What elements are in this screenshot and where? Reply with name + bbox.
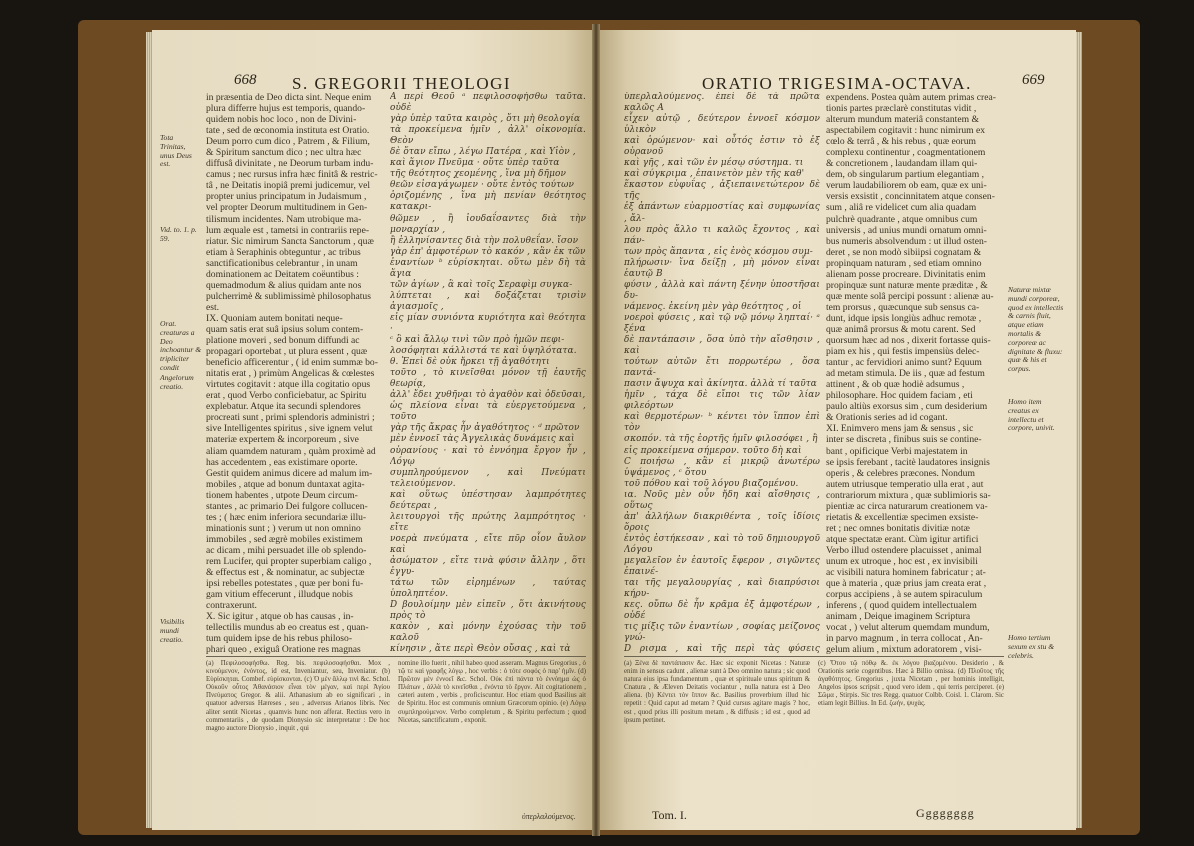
- text-line: tionis partes præclarè constitutas vidit ,: [826, 103, 977, 115]
- margin-note-creation: Orat. creaturas a Deo inchoantur & tripliciter condit: [160, 319, 202, 372]
- text-line: camus ; nec rursus infra hæc finitâ & restric-: [206, 169, 378, 181]
- text-line: θ. Ἐπεὶ δὲ οὐκ ἤρκει τῇ ἀγαθότητι: [390, 357, 550, 368]
- text-line: καὶ οὕτως ὑπέστησαν λαμπρότητες δεύτεραι ,: [390, 489, 586, 511]
- text-line: τις μίξις τῶν ἐναντίων , σοφίας μείζονος γνώ-: [624, 622, 820, 644]
- text-line: inferens , ( quod quidem intellectualem: [826, 600, 977, 612]
- left-footnote-rule: [206, 656, 586, 657]
- text-line: λοσόφηται κάλλιστά τε καὶ ὑψηλότατα.: [390, 346, 577, 357]
- margin-note-ref: Vid. to. 1. p. 59.: [160, 225, 197, 243]
- text-line: γὰρ ὑπὲρ ταῦτα καιρὸς , ὅτι μὴ θεολογία: [390, 114, 581, 125]
- right-running-head: ORATIO TRIGESIMA-OCTAVA.: [702, 74, 972, 93]
- text-line: ἀσώματον , εἴτε τινὰ φύσιν ἄλλην , ὅτι ἐγγυ-: [390, 555, 586, 578]
- text-line: sum , aliâ re videlicet cum alia quadam: [826, 202, 977, 214]
- text-line: se ipsis ferebant , tacitè laudatores insignis: [826, 456, 990, 468]
- text-line: καὶ ἅγιον Πνεῦμα · οὔτε ὑπὲρ ταῦτα: [390, 158, 560, 169]
- left-page: [152, 30, 595, 830]
- text-line: τοῦ πόθου καὶ τοῦ λόγου βιαζομένου.: [624, 478, 799, 489]
- text-line: phari queo , exiguâ Oratione res magnas: [206, 644, 361, 654]
- text-line: attinent , & ob quæ hodiè adsumus ,: [826, 379, 965, 391]
- text-line: XI. Enimvero mens jam & sensus , sic: [826, 423, 974, 435]
- margin-note-man-2: Homo tertium sexum ex stu & celebris.: [1008, 633, 1055, 660]
- text-line: unum ex utroque , hoc est , ex invisibili: [826, 555, 978, 567]
- left-running-head: S. GREGORII THEOLOGI: [292, 74, 512, 93]
- text-line: materiæ expertem & incorporeum , sive: [206, 434, 359, 446]
- text-line: alterum mundum materiâ constantem &: [826, 114, 979, 126]
- text-line: quorsum hæc ad nos , dixerit fortasse quis-: [826, 335, 991, 347]
- text-line: que à materia , quæ prius jam creata erat ,: [826, 578, 987, 590]
- text-line: νάμενος. ἐκείνη μὲν γὰρ θεότητος , οἱ: [624, 301, 802, 312]
- text-line: λου πρὸς ἄλλο τι καλῶς ἔχοντος , καὶ πάν-: [624, 224, 820, 246]
- text-line: νοεροὶ φύσεις , καὶ τῷ νῷ μόνῳ ληπταί· ᵃ ξένα: [624, 312, 820, 334]
- margin-note-man: Homo item creatus ex intellectu et corpore, univit.: [1008, 397, 1055, 433]
- text-line: gelum alium , mixtum adoratorem , visi-: [826, 644, 982, 654]
- text-line: τάτω τῶν εἰρημένων , ταύτας ὑποληπτέον.: [390, 578, 586, 600]
- margin-note-angels: Angelorum creatio.: [160, 373, 194, 391]
- text-line: expendens. Postea quàm autem primas crea-: [826, 92, 996, 103]
- text-line: ret ; nec omnes bonitatis divitiæ notæ: [826, 522, 970, 534]
- text-line: nitatis erat , ) primùm Angelicas & cœlestes: [206, 368, 375, 380]
- right-page: [598, 30, 1076, 830]
- text-line: in præsentia de Deo dicta sint. Neque enim: [206, 92, 372, 103]
- text-line: contrariorum mixtura , quæ sublimioris sa-: [826, 489, 991, 501]
- text-line: etiam à Seraphinis obteguntur , ac tribus: [206, 246, 361, 258]
- text-line: propinquæ sunt naturæ mente præditæ , &: [826, 279, 988, 291]
- text-line: dem, ob singularum partium elegantiam ,: [826, 169, 984, 181]
- text-line: rietatis & excellentiæ specimen exsiste-: [826, 511, 979, 523]
- text-line: pulcherrimè & sublimissimè philosophatus: [206, 290, 371, 302]
- text-line: tes ; ( hæc enim inferiora secundariæ illu-: [206, 511, 367, 523]
- text-line: propinquam naturam , sed etiam omnino: [826, 257, 982, 269]
- text-line: propter unius principatum in Judaismum ,: [206, 191, 367, 203]
- text-line: C ποιήσω , κἂν εἰ μικρῷ ἀνωτέρω ὑψάμενος , ᶜ ὅτου: [624, 456, 820, 478]
- text-line: operis , & celebres præcones. Nondum: [826, 467, 975, 479]
- text-line: immobiles , sed ægrè mobiles existimem: [206, 533, 363, 545]
- text-line: procreati sunt , primi splendoris administri ;: [206, 412, 375, 424]
- text-line: est.: [206, 301, 220, 313]
- text-line: δὲ ὅταν εἴπω , λέγω Πατέρα , καὶ Υἱὸν ,: [390, 147, 576, 158]
- text-line: ac dicam , mihi persuadet ille ob splendo-: [206, 544, 367, 556]
- text-line: aspectabilem cogitavit : hunc nimirum ex: [826, 125, 986, 137]
- text-line: explebatur. Atque ita secundi splendores: [206, 401, 361, 413]
- text-line: tantur , ac fervidiori animo sunt? Equum: [826, 357, 982, 369]
- text-line: φύσιν , ἀλλὰ καὶ πάντη ξένην ὑποστῆσαι δυ-: [624, 279, 820, 301]
- left-catchword: ὑπερλαλούμενος.: [522, 812, 576, 821]
- text-line: D βουλοίμην μὲν εἰπεῖν , ὅτι ἀκινήτους πρὸς τὸ: [390, 600, 586, 622]
- text-line: μεγαλεῖον ἐν ἑαυτοῖς ἔφερον , σιγῶντες ἐπαινέ-: [624, 555, 820, 578]
- text-line: συμπληρούμενον , καὶ Πνεύματι τελειούμενον.: [390, 467, 586, 489]
- text-line: καὶ σύγκριμα , ἐπαινετὸν μὲν τῆς καθ': [624, 169, 805, 180]
- text-line: quemadmodum & alius quidam ante nos: [206, 279, 362, 291]
- text-line: virtutes cogitavit : atque illa cogitatio opus: [206, 379, 371, 391]
- text-line: Deum porro cum dico , Patrem , & Filium,: [206, 136, 370, 148]
- text-line: sanctificationibus celebrantur , in unam: [206, 257, 358, 269]
- text-line: κίνησιν , ἅτε περὶ Θεὸν οὔσας , καὶ τὰ: [390, 644, 571, 654]
- text-line: diffusâ divinitate , ne Deorum turbam indu-: [206, 158, 374, 170]
- text-line: bus numeris absolvendum : ut illud osten-: [826, 235, 987, 247]
- text-line: in parvo magnum , in terra collocat , An-: [826, 633, 983, 645]
- text-line: minationis sunt ; ) verum ut non omnino: [206, 522, 361, 534]
- text-line: X. Sic igitur , atque ob has causas , in-: [206, 611, 354, 623]
- text-line: θῶμεν , ἢ ἰουδαΐσαντες διὰ τὴν μοναρχίαν ,: [390, 213, 586, 235]
- text-line: ἐντὸς ἑστήκεσαν , καὶ τὸ τοῦ δημιουργοῦ Λόγου: [624, 533, 820, 555]
- text-line: εἶχεν αὐτῷ , δεύτερον ἐννοεῖ κόσμον ὑλικὸν: [624, 114, 820, 136]
- text-line: πλήρωσιν· ἵνα δείξῃ , μὴ μόνον εἶναι ἑαυτῷ B: [624, 257, 820, 279]
- text-line: ὡς πλείονα εἶναι τὰ εὐεργετούμενα , τοῦτο: [390, 401, 586, 423]
- text-line: κακὸν , καὶ μόνην ἐχούσας τὴν τοῦ καλοῦ: [390, 622, 586, 644]
- text-line: has accedentem , eas existimare oporte.: [206, 456, 358, 468]
- text-line: quæ animâ prorsus & motu carent. Sed: [826, 323, 976, 335]
- text-line: & Orationis series ad id cogant.: [826, 412, 948, 424]
- text-line: tionem habentes , utpote Deum circum-: [206, 489, 358, 501]
- margin-note-trinity: Tota Trinitas, unus Deus est.: [160, 133, 192, 169]
- text-line: cœlo & terrâ , & his rebus , quæ eorum: [826, 136, 977, 148]
- text-line: Verbo illud ostendere placuisset , animal: [826, 544, 982, 556]
- right-greek-column: [624, 92, 820, 654]
- text-line: A περὶ Θεοῦ ᵃ πεφιλοσοφήσθω ταῦτα. οὐδὲ: [390, 92, 586, 114]
- text-line: καὶ ὁρώμενον· καὶ οὗτός ἐστιν τὸ ἐξ οὐρανοῦ: [624, 136, 820, 158]
- text-line: alienam posse procreare. Divinitatis enim: [826, 268, 986, 280]
- left-footnotes-col1: (a) Πεφιλοσοφήσθω. Reg. bis. πεφιλοσοφήσθαι. Mox , κινούμενον, ἐνόντος, id est, Inveniantur, seu, Inveniatur. (b) Εὑρίσκηται. Combef. εὑρίσκονται. (c) Ὁ μὲν ἄλλῳ τινὶ &c. Schol. Οὐκοῦν οὗτος Ἀθανάσιον εἶναι τὸν μέγαν, καὶ περὶ Ἁγίου Πνεύματος Gregor. & alii. Athanasium ab eo significari , in quatuor adversus Hæreses , seu , adversus Arianos libris. Nec aliter sentit Nicetas , quamvis hunc non afferat. Rectius vero in commentariis , de quodam Dionysio sic interpretatur : De hoc magno auctore Dionysio , inquit , qui: [206, 660, 390, 732]
- text-line: τὰ προκείμενα ἡμῖν , ἀλλ' οἰκονομία. Θεὸν: [390, 125, 586, 147]
- margin-note-nature: Naturæ mixtæ mundi corporeæ, quod ex intellectis & carnis fluit, atque etiam mortalis & corporeæ ac dignitate & fluxu: quæ & his et corpus.: [1008, 285, 1064, 374]
- text-line: philosophare. Hoc quidem faciam , eti: [826, 390, 973, 402]
- text-line: animam , Deique imaginem Scriptura: [826, 611, 971, 623]
- text-line: ac visibili natura hominem fabricatur ; at-: [826, 567, 986, 579]
- text-line: versis exsistit , concinnitatem atque consen-: [826, 191, 995, 203]
- right-latin-column: [826, 92, 1002, 654]
- text-line: contraxerunt.: [206, 600, 257, 612]
- text-line: rem Lucifer, qui propter superbiam caligo ,: [206, 555, 372, 567]
- text-line: inter se discreta , finibus suis se contine-: [826, 434, 982, 446]
- text-line: ἀλλ' ἔδει χυθῆναι τὸ ἀγαθὸν καὶ ὁδεῦσαι,: [390, 390, 586, 401]
- text-line: quæ mente solâ percipi possunt : alienæ au-: [826, 290, 994, 302]
- text-line: complexu continentur , coagmentationem: [826, 147, 986, 159]
- text-line: τῶν ἁγίων , ἃ καὶ τοῖς Σεραφὶμ συγκα-: [390, 279, 573, 290]
- text-line: verum laudabiliorem ob eam, quæ ex uni-: [826, 180, 987, 192]
- text-line: λειτουργοὶ τῆς πρώτης λαμπρότητος · εἴτε: [390, 511, 586, 533]
- text-line: paulo altiùs exorsus sim , cum desiderium: [826, 401, 988, 413]
- text-line: beneficio afficerentur , ( id enim summæ bo-: [206, 357, 378, 369]
- text-line: dominationem ac Deitatem coëuntibus :: [206, 268, 359, 280]
- right-page-edges: [1076, 32, 1082, 828]
- text-line: ἡμῖν , τάχα δὲ εἴποι τις τῶν λίαν φιλεόρτων: [624, 390, 820, 412]
- text-line: ἢ ἑλληνίσαντες διὰ τὴν πολυθεΐαν. ἴσον: [390, 235, 579, 246]
- text-line: propagari oportebat , ut plura essent , quæ: [206, 346, 368, 358]
- text-line: καὶ θερμοτέρων· ᵇ κέντει τὸν ἵππον ἐπὶ τὸν: [624, 412, 820, 434]
- text-line: tilismum incidentes. Nam utrobique ma-: [206, 213, 362, 225]
- text-line: ια. Νοῦς μὲν οὖν ἤδη καὶ αἴσθησις , οὕτως: [624, 489, 820, 511]
- text-line: stantes , ac primario Dei fulgore collucen-: [206, 500, 368, 512]
- left-greek-column: [390, 92, 586, 654]
- text-line: autem utriusque temperatio ulla erat , aut: [826, 478, 984, 490]
- text-line: οὐρανίους · καὶ τὸ ἐννόημα ἔργον ἦν , Λόγῳ: [390, 445, 586, 467]
- text-line: ἀπ' ἀλλήλων διακριθέντα , τοῖς ἰδίοις ὅροις: [624, 511, 820, 533]
- left-page-number: 668: [234, 72, 257, 88]
- text-line: mobiles , atque ad bonum duntaxat agita-: [206, 478, 365, 490]
- right-page-number: 669: [1022, 72, 1045, 88]
- text-line: quam satis erat suâ ipsius solum contem-: [206, 323, 364, 335]
- text-line: & concretionem , laudandam illam qui-: [826, 158, 978, 170]
- text-line: bant , opificique Verbi majestatem in: [826, 445, 968, 457]
- text-line: των πρὸς ἅπαντα , εἰς ἑνὸς κόσμου συμ-: [624, 246, 813, 257]
- text-line: νοερὰ πνεύματα , εἴτε πῦρ οἷον ἄυλον καὶ: [390, 533, 586, 555]
- left-latin-column: [206, 92, 384, 654]
- text-line: aliam quamdem naturam , quàm proximè ad: [206, 445, 376, 457]
- text-line: εἰς προκείμενα σήμερον. τοῦτο δὴ καὶ: [624, 445, 802, 456]
- text-line: gam vitium effecerunt , illudque nobis: [206, 589, 353, 601]
- text-line: riatur. Sic nimirum Sancta Sanctorum , quæ: [206, 235, 374, 247]
- text-line: κες. οὔπω δὲ ἦν κρᾶμα ἐξ ἀμφοτέρων , οὐδέ: [624, 600, 820, 622]
- text-line: pulchrè quadrante , atque omnibus cum: [826, 213, 978, 225]
- text-line: piam ex his , qui festis impensiùs delec-: [826, 346, 980, 358]
- text-line: καὶ γῆς , καὶ τῶν ἐν μέσῳ σύστημα. τι: [624, 158, 804, 169]
- volume-signature: Tom. I.: [652, 808, 687, 822]
- text-line: D ρισμα , καὶ τῆς περὶ τὰς φύσεις: [624, 644, 820, 654]
- text-line: πασιν ἄψυχα καὶ ἀκίνητα. ἀλλὰ τί ταῦτα: [624, 379, 817, 390]
- text-line: vocat , ) velut alterum quemdam mundum,: [826, 622, 990, 634]
- text-line: Gestit quidem animus dicere ad malum im-: [206, 467, 373, 479]
- text-line: ἕκαστον εὐφυΐας , ἀξιεπαινετώτερον δὲ τῆς: [624, 180, 820, 202]
- text-line: vel propter Deorum multitudinem in Gen-: [206, 202, 368, 214]
- right-footnote-rule: [624, 656, 1004, 657]
- book-gutter: [592, 24, 600, 836]
- text-line: ται τῆς μεγαλουργίας , καὶ διαπρύσιοι κήρυ-: [624, 578, 820, 600]
- text-line: μὲν ἐννοεῖ τὰς Ἀγγελικὰς δυνάμεις καὶ: [390, 434, 575, 445]
- text-line: atque spectatæ erant. Cùm igitur artifici: [826, 533, 979, 545]
- text-line: tellectilis mundus ab eo creatus est , quan-: [206, 622, 369, 634]
- text-line: γὰρ τῆς ἄκρας ἦν ἀγαθότητος · ᵈ πρῶτον: [390, 423, 580, 434]
- text-line: tate , sed de œconomia instituta est Oratio.: [206, 125, 370, 137]
- text-line: & effectus est , & nominatur, ac subjectæ: [206, 567, 365, 579]
- text-line: ᶜ ὃ καὶ ἄλλῳ τινὶ τῶν πρὸ ἡμῶν πεφι-: [390, 335, 565, 346]
- text-line: tâ , ne Deitatis inopiâ premi judicemur, vel: [206, 180, 370, 192]
- text-line: τούτων αὐτῶν ἔτι πορρωτέρω , ὅσα παντά-: [624, 357, 820, 379]
- text-line: pientiæ ac circa naturarum creationem va-: [826, 500, 988, 512]
- text-line: deret , se non modò sibiipsi cognatam &: [826, 246, 982, 258]
- text-line: dunt, idque ipsis longiùs adhuc remotæ ,: [826, 312, 982, 324]
- text-line: ad metam stimula. De iis , quæ ad festum: [826, 368, 985, 380]
- text-line: ipsi rebelles potestates , quæ per boni fu-: [206, 578, 364, 590]
- text-line: universis , ad unius mundi ornatum omni-: [826, 224, 987, 236]
- text-line: ἐναντίων ᵇ εὑρίσκηται. οὕτω μὲν δὴ τὰ ἅγια: [390, 257, 586, 279]
- text-line: & Spiritum sanctum dico ; nec ultra hæc: [206, 147, 362, 159]
- text-line: erat , quod Verbo conficiebatur, ac Spiritu: [206, 390, 367, 402]
- text-line: tum quidem ipse de his rebus philoso-: [206, 633, 353, 645]
- text-line: ἐξ ἁπάντων εὐαρμοστίας καὶ συμφωνίας , ἄλ-: [624, 202, 820, 224]
- margin-note-visible-world: Visibilis mundi creatio.: [160, 617, 185, 644]
- text-line: lum æquale est , tametsi in contrariis repe-: [206, 224, 370, 236]
- text-line: τοῦτο , τὸ κινεῖσθαι μόνον τῇ ἑαυτῆς θεωρίᾳ,: [390, 368, 586, 390]
- text-line: tem prorsus , quæcunque sub sensus ca-: [826, 301, 980, 313]
- text-line: γὰρ ἐπ' ἀμφοτέρων τὸ κακόν , κἂν ἐκ τῶν: [390, 246, 586, 257]
- text-line: θεῶν εἰσαγάγωμεν · οὔτε ἐντὸς τούτων: [390, 180, 575, 191]
- text-line: platione moveri , sed bonum diffundi ac: [206, 335, 360, 347]
- text-line: δὲ παντάπασιν , ὅσα ὑπὸ τὴν αἴσθησιν , καὶ: [624, 335, 820, 357]
- text-line: plura differre hujus est temporis, quando-: [206, 103, 366, 115]
- text-line: εἰς μίαν συνιόντα κυριότητα καὶ θεότητα ·: [390, 312, 586, 334]
- text-line: τῆς θεότητος χεομένης , ἵνα μὴ δῆμον: [390, 169, 567, 180]
- text-line: ὁριζομένης , ἵνα μὴ πενίαν θεότητος κατακρι-: [390, 191, 586, 213]
- text-line: quidem nobis hoc loco , non de Divini-: [206, 114, 357, 126]
- text-line: σκοπόν. τὰ τῆς ἑορτῆς ἡμῖν φιλοσόφει , ἢ: [624, 434, 818, 445]
- text-line: λύπτεται , καὶ δοξάζεται τρισὶν ἁγιασμοῖς ,: [390, 290, 586, 312]
- text-line: IX. Quoniam autem bonitati neque-: [206, 312, 343, 324]
- text-line: sive Intelligentes spiritus , sive ignem velut: [206, 423, 373, 435]
- left-footnotes-col2: nomine illo fuerit , nihil habeo quod asseram. Magnus Gregorius , ὁ τῷ τε καὶ γραφῆς λόγῳ , hoc verbis : ὁ τότε σοφός ὁ παρ' ἡμῖν. (d) Πρῶτον μὲν ἐννοεῖ &c. Schol. Οὐκ ἐπὶ πάντα τὸ ἐννόημα ὡς ὁ Πλάτων , ἀλλὰ τὸ κινεῖσθαι , ἐνόντα τὸ ἔργον. Ait cogitationem , cæteri autem , verbis , proficiscuntur. Hoc etiam quod Basilius ait de Spiritu. Hoc est communis omnium Græcorum opinio. (e) Λόγῳ συμπληρούμενον. Verbo completum , & Spiritu perfectum ; quod Nicetas, sanctificatum , exponit.: [398, 660, 586, 724]
- right-footnotes-col1: (a) Ξένα δὲ παντάπασιν &c. Hæc sic exponit Nicetas : Naturæ enim in sensus cadunt , alienæ sunt à Deo omnino natura ; sic quod natura eius ipsa fundamentum , quæ et spirituale unus spiritum & Cnatura , & Æleven Deitatis vociantur , nulla natura est à Deo aliena. (b) Κέντει τὸν ἵππον &c. Basilius proverbium illud hic repetit : Quid caput ad metam ? Quid cursus agitare magis ? hoc, est , quod prius illi positum metam , & diffusis ; id est , quod ad ipsum pertinet.: [624, 660, 810, 724]
- right-footnotes-col2: (c) Ὅτου τῷ πόθῳ &. ἐκ λόγου βιαζομένου. Desiderio , & Orationis serie cogentibus. Hæc à Billio omissa. (d) Πλοῦτος τῆς ἀγαθότητος. Gregorius , juxta Nicetam , per hominis intelligit, Angelos ipsos scripsit , quod vero idem , qui terris perciperet. (e) Σῶμα , Stirpis. Sic tres Regg. quatuor Colbb. Coisl. 1. Clarom. Sic etiam legit Billius. In Ed. ζωήν, ψυχὰς.: [818, 660, 1004, 708]
- text-line: ὑπερλαλούμενος. ἐπεὶ δὲ τὰ πρῶτα καλῶς A: [624, 92, 820, 114]
- text-line: corpus accipiens , à se autem spiraculum: [826, 589, 983, 601]
- gathering-signature: Gggggggg: [916, 806, 975, 820]
